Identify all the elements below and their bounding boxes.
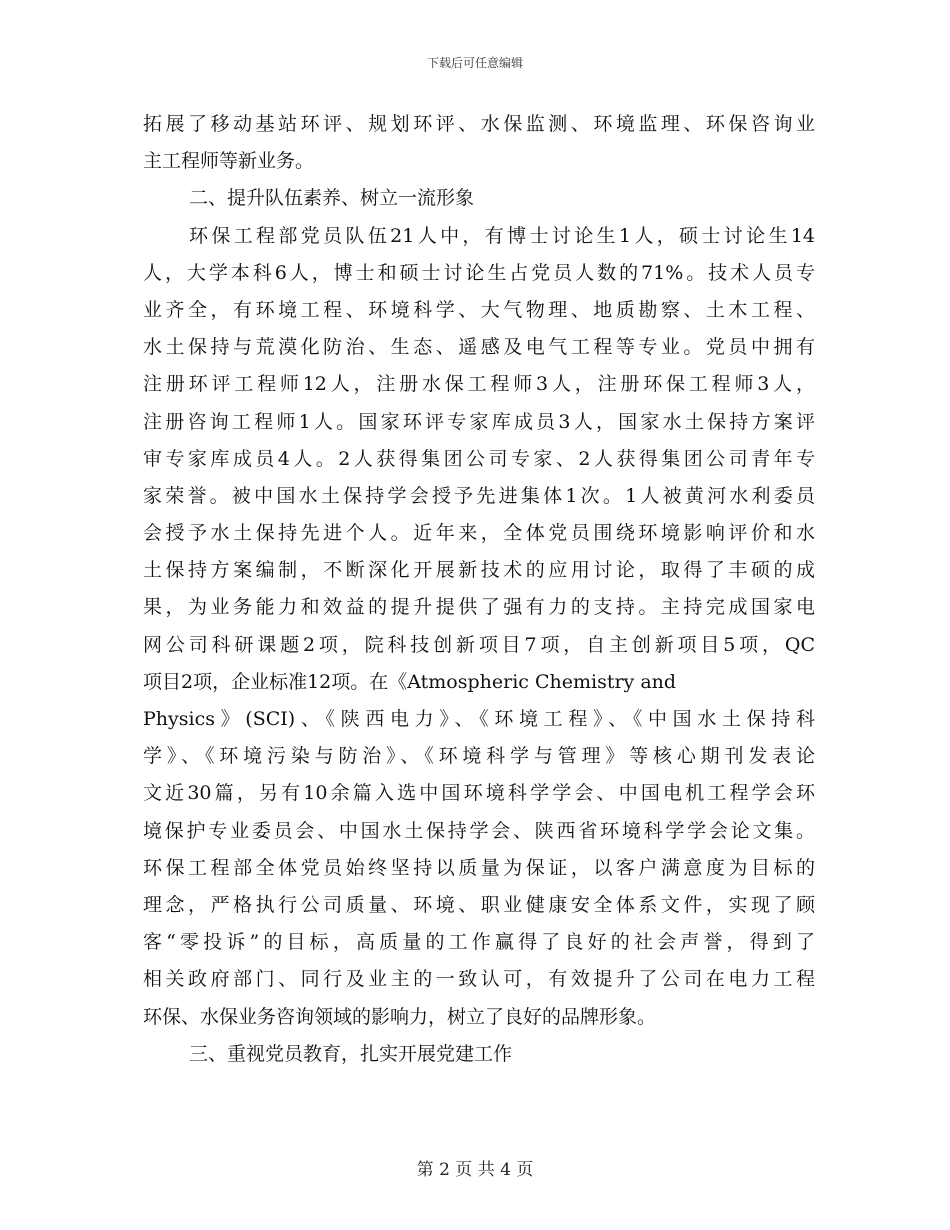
body-line: 网公司科研课题2项，院科技创新项目7项，自主创新项目5项，QC <box>143 633 815 656</box>
body-line: 客“零投诉”的目标，高质量的工作赢得了良好的社会声誉，得到了 <box>143 931 815 954</box>
body-line: 果，为业务能力和效益的提升提供了强有力的支持。主持完成国家电 <box>143 596 815 619</box>
body-line: 水土保持与荒漠化防治、生态、遥感及电气工程等专业。党员中拥有 <box>143 336 815 359</box>
body-line: 主工程师等新业务。 <box>143 150 315 173</box>
body-line: 拓展了移动基站环评、规划环评、水保监测、环境监理、环保咨询业 <box>143 113 815 135</box>
body-line: 审专家库成员4人。2人获得集团公司专家、2人获得集团公司青年专 <box>143 447 815 470</box>
body-line: 文近30篇，另有10余篇入选中国环境科学学会、中国电机工程学会环 <box>143 782 815 805</box>
body-line: 家荣誉。被中国水土保持学会授予先进集体1次。1人被黄河水利委员 <box>143 484 815 507</box>
body-line: 注册咨询工程师1人。国家环评专家库成员3人，国家水土保持方案评 <box>143 410 815 433</box>
page-header: 下载后可任意编辑 <box>426 56 523 70</box>
page-number: 第 2 页 共 4 页 <box>416 1160 534 1180</box>
body-line: 注册环评工程师12人，注册水保工程师3人，注册环保工程师3人， <box>143 373 815 396</box>
body-line: 相关政府部门、同行及业主的一致认可，有效提升了公司在电力工程 <box>143 968 815 991</box>
body-line: 土保持方案编制，不断深化开展新技术的应用讨论，取得了丰硕的成 <box>143 559 815 582</box>
body-line: 环保、水保业务咨询领域的影响力，树立了良好的品牌形象。 <box>143 1005 657 1028</box>
body-line: 环保工程部全体党员始终坚持以质量为保证，以客户满意度为目标的 <box>143 856 815 879</box>
body-line: 人，大学本科6人，博士和硕士讨论生占党员人数的71%。技术人员专 <box>143 261 815 284</box>
body-line: Physics》(SCI)、《陕西电力》、《环境工程》、《中国水土保持科 <box>143 708 815 730</box>
body-line: 学》、《环境污染与防治》、《环境科学与管理》等核心期刊发表论 <box>143 745 815 768</box>
body-line: 业齐全，有环境工程、环境科学、大气物理、地质勘察、土木工程、 <box>143 298 815 321</box>
document-body <box>143 106 815 1073</box>
body-line: 会授予水土保持先进个人。近年来，全体党员围绕环境影响评价和水 <box>143 522 815 545</box>
body-line: 境保护专业委员会、中国水土保持学会、陕西省环境科学学会论文集。 <box>143 819 815 842</box>
section-heading: 二、提升队伍素养、树立一流形象 <box>189 187 475 210</box>
body-line: 理念，严格执行公司质量、环境、职业健康安全体系文件，实现了顾 <box>143 893 815 916</box>
body-line: 项目2项，企业标准12项。在《Atmospheric Chemistry and <box>143 670 677 693</box>
section-heading: 三、重视党员教育，扎实开展党建工作 <box>189 1042 513 1065</box>
body-line: 环保工程部党员队伍21人中，有博士讨论生1人，硕士讨论生14 <box>189 224 815 247</box>
